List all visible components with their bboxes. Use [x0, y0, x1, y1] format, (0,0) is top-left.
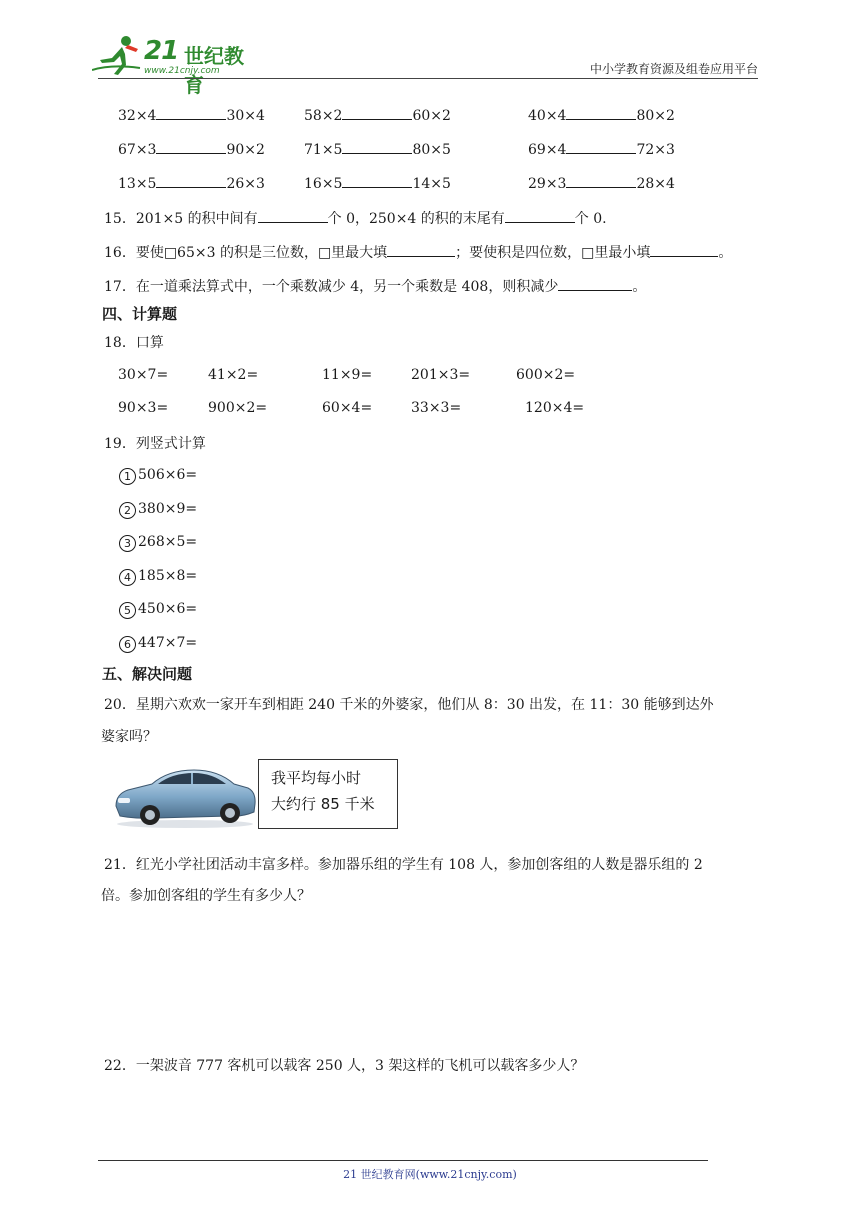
compare-item [304, 141, 451, 158]
vertical-expression: 380×9= [138, 500, 198, 517]
q17-text-a: 17．在一道乘法算式中，一个乘数减少 4，另一个乘数是 408，则积减少 [104, 279, 559, 295]
vertical-expression: 447×7= [138, 635, 198, 651]
q15-text-b: 个 0，250×4 的积的末尾有 [327, 211, 505, 227]
circled-number-icon: 2 [119, 502, 136, 519]
footer-divider [98, 1160, 708, 1161]
car-image [112, 762, 258, 830]
q16-text-a: 16．要使□65×3 的积是三位数，□里最大填 [104, 245, 388, 261]
oral-problem: 33×3= [411, 400, 462, 416]
circled-number-icon: 1 [119, 468, 136, 485]
compare-answer-blank[interactable] [156, 107, 226, 120]
oral-problem: 11×9= [322, 367, 373, 383]
vertical-problem [119, 635, 197, 653]
question-19-title: 19．列竖式计算 [104, 436, 206, 452]
vertical-problem [119, 534, 197, 552]
compare-right: 60×2 [412, 108, 451, 124]
section-5-heading: 五、解决问题 [102, 665, 193, 683]
question-21-line-2: 倍。参加创客组的学生有多少人？ [101, 888, 311, 904]
vertical-problem [119, 501, 197, 519]
compare-left: 71×5 [304, 142, 343, 158]
compare-right: 30×4 [226, 108, 265, 124]
compare-right: 90×2 [226, 142, 265, 158]
logo-number: 21 [144, 36, 179, 66]
section-4-heading: 四、计算题 [102, 305, 178, 323]
compare-item [304, 175, 451, 192]
compare-left: 67×3 [118, 142, 157, 158]
q16-text-c: 。 [718, 245, 733, 261]
vertical-problem [119, 568, 197, 586]
header-platform-text: 中小学教育资源及组卷应用平台 [589, 62, 758, 76]
compare-answer-blank[interactable] [566, 141, 636, 154]
compare-item [118, 107, 265, 124]
compare-item [528, 175, 675, 192]
question-18-title: 18．口算 [104, 335, 164, 351]
compare-item [118, 175, 265, 192]
question-20-line-1: 20．星期六欢欢一家开车到相距 240 千米的外婆家，他们从 8：30 出发，在 11：30 能够到达外 [104, 697, 714, 713]
q15-answer-blank-2[interactable] [505, 210, 575, 223]
vertical-expression: 185×8= [138, 567, 198, 584]
vertical-expression: 450×6= [138, 601, 198, 618]
q16-answer-blank-1[interactable] [387, 244, 455, 257]
circled-number-icon: 6 [119, 636, 136, 653]
question-15 [104, 208, 607, 228]
compare-answer-blank[interactable] [342, 107, 412, 120]
question-20-line-2: 婆家吗？ [101, 729, 157, 745]
compare-right: 26×3 [226, 176, 265, 192]
compare-item [304, 107, 451, 124]
compare-answer-blank[interactable] [342, 141, 412, 154]
oral-problem: 600×2= [516, 367, 576, 383]
compare-answer-blank[interactable] [156, 175, 226, 188]
compare-left: 32×4 [118, 108, 157, 124]
circled-number-icon: 3 [119, 535, 136, 552]
vertical-problem [119, 467, 197, 485]
compare-right: 72×3 [636, 142, 675, 158]
compare-right: 80×5 [412, 142, 451, 158]
compare-answer-blank[interactable] [566, 107, 636, 120]
runner-logo-icon [92, 34, 142, 76]
compare-right: 28×4 [636, 176, 675, 192]
logo-title: 世纪教育 [184, 44, 244, 97]
compare-answer-blank[interactable] [566, 175, 636, 188]
q16-answer-blank-2[interactable] [650, 244, 718, 257]
question-21-line-1: 21．红光小学社团活动丰富多样。参加器乐组的学生有 108 人，参加创客组的人数是器乐组的 2 [104, 857, 703, 873]
oral-problem: 41×2= [208, 367, 259, 383]
compare-answer-blank[interactable] [156, 141, 226, 154]
q15-text-a: 15．201×5 的积中间有 [104, 211, 258, 227]
site-logo [92, 34, 262, 97]
compare-left: 29×3 [528, 176, 567, 192]
circled-number-icon: 4 [119, 569, 136, 586]
oral-problem: 60×4= [322, 400, 373, 416]
compare-right: 80×2 [636, 108, 675, 124]
q15-answer-blank-1[interactable] [258, 210, 328, 223]
compare-item [118, 141, 265, 158]
question-17 [104, 276, 646, 296]
car-speech-box [258, 759, 398, 829]
oral-problem: 30×7= [118, 367, 169, 383]
question-16 [104, 242, 732, 262]
compare-left: 40×4 [528, 108, 567, 124]
vertical-problem [119, 601, 197, 619]
vertical-expression: 506×6= [138, 467, 198, 483]
compare-right: 14×5 [412, 176, 451, 192]
q15-text-c: 个 0. [574, 211, 607, 227]
footer-link[interactable]: 21 世纪教育网(www.21cnjy.com) [343, 1168, 517, 1181]
circled-number-icon: 5 [119, 602, 136, 619]
q16-text-b: ；要使积是四位数，□里最小填 [455, 245, 651, 261]
compare-answer-blank[interactable] [342, 175, 412, 188]
compare-left: 58×2 [304, 108, 343, 124]
compare-left: 13×5 [118, 176, 157, 192]
q17-text-c: 。 [632, 279, 647, 295]
q17-answer-blank[interactable] [558, 278, 632, 291]
oral-problem: 201×3= [411, 367, 471, 383]
car-speech-line-1: 我平均每小时 [271, 769, 362, 787]
vertical-expression: 268×5= [138, 534, 198, 551]
compare-item [528, 141, 675, 158]
car-speech-line-2: 大约行 85 千米 [271, 795, 375, 813]
oral-problem: 120×4= [525, 400, 585, 416]
compare-left: 16×5 [304, 176, 343, 192]
oral-problem: 900×2= [208, 400, 268, 416]
header-divider [98, 78, 758, 79]
question-22: 22．一架波音 777 客机可以载客 250 人，3 架这样的飞机可以载客多少人？ [104, 1058, 585, 1074]
oral-problem: 90×3= [118, 400, 169, 416]
compare-item [528, 107, 675, 124]
compare-left: 69×4 [528, 142, 567, 158]
logo-url: www.21cnjy.com [144, 66, 220, 76]
